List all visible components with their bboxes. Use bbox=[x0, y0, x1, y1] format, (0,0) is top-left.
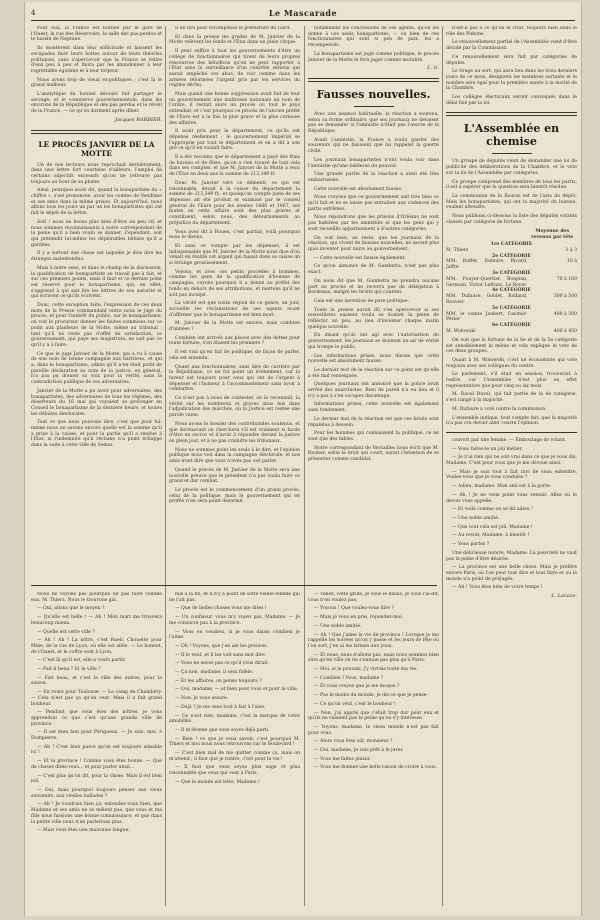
paragraph: — Et vous croyez que je me moque ? bbox=[314, 684, 400, 690]
paragraph: Mais à notre sens, et dans le champ de la discussion, la qualification de bonapartiste au travail pas à fait, et sur ces premiers points, mais il faut et ce dernier point est réservé pour le bonapartisme, qui, en effet, s'apprend à qui sait lire les lettres de son autorité et qui écrivent ce qu'ils écrivent. bbox=[31, 265, 162, 300]
table-row bbox=[446, 312, 577, 324]
paragraph: — Oh ! Voyons, que j'en aie les preuves. bbox=[175, 643, 269, 649]
paragraph: Quelques journaux ont annoncé que la police avait arrêté des anarchistes. Rien de pareil n'a eu lieu et il n'y a pas à s'en occuper davantage. bbox=[308, 382, 439, 399]
paragraph: — Oui, madame, je suis prêt à le jurer. bbox=[314, 748, 404, 754]
paragraph: — Ah ! Je ne veux point vous retenir. Allez où le devoir vous appelle. bbox=[446, 492, 577, 504]
paragraph: Une grande partie de la réaction a ainsi été très embarrassée. bbox=[308, 172, 439, 183]
paragraph: — Moi, si je pouvais, j'y vivrais toute ma vie. bbox=[314, 667, 418, 673]
feuilleton-column-2 bbox=[169, 592, 300, 910]
paragraph: Nous ne voyons pas pourquoi ne pas faire comme eux, M. Thiers. Nous le trouvons gai. bbox=[31, 592, 162, 603]
feuilleton-column-1 bbox=[31, 592, 162, 910]
paragraph: — Ah ! Ah ! La nôtre, c'est Rueil. Chouette pour Mme, de la rue de Lyon, où elle est allée. — Le bonnet, de l'Ouest, et le coffre sont à Lyon. bbox=[31, 638, 162, 655]
paragraph: Les journaux bonapartistes n'ont voulu voir dans l'amnistie qu'une faiblesse du pouvoir. bbox=[308, 157, 439, 169]
newspaper-title: Le Mascarade bbox=[268, 8, 338, 18]
paragraph: — Vous faites-le un joli métier. bbox=[452, 446, 523, 452]
table-header: Moyenne des revenus par tête bbox=[531, 229, 574, 241]
paragraph: — Combien ! Vous, madame ? bbox=[314, 675, 384, 681]
paragraph: Ce n'est pas à nous de contester, on le reconnaît, la vérité sur les nombreux et graves abus mis dans l'adjudication des marchés, où la Justice est restée une parole vaine. bbox=[169, 396, 300, 419]
paragraph: — Oui, mais pourquoi toujours penser aux vieux souvenirs, aux vieilles ballades ? bbox=[31, 787, 162, 799]
paragraph: Le renouvellement partiel de l'Assemblée vient d'être décidé par la Commission. bbox=[446, 40, 577, 52]
paragraph: M. Janvier de la Motte est encore, mais combien d'années ? bbox=[169, 321, 300, 333]
paragraph: La commission de la Bourse est de l'avis du dépôt. Mais les bonapartistes, qui ont la majorité du bureau, veulent attendre. bbox=[446, 193, 577, 211]
category-names: MM. Dufaure, Goblet, Rolland, Rouvier bbox=[446, 294, 528, 306]
category-value: 1 à 3 bbox=[565, 247, 577, 253]
category-names: MM. le comte Jaubert, Casimir-Périer bbox=[446, 311, 528, 323]
paragraph: Vous avez dit à Rouen, c'est partial, voilà pourquoi nous le disons. bbox=[169, 229, 300, 241]
newspaper-page bbox=[24, 2, 582, 916]
paragraph: — Vous ne savez pas ce qu'il vous dirait. bbox=[175, 661, 269, 667]
paragraph: Ce renouvellement sera fait par catégories de députés. bbox=[446, 54, 577, 66]
paragraph: Informations prises, cette nouvelle est également sans fondement. bbox=[308, 402, 439, 414]
category-names: M. Thiers bbox=[446, 247, 469, 253]
paragraph: Nous publions ci-dessous la liste des députés votants classés par catégorie de fortune. bbox=[446, 214, 577, 225]
paragraph: Pour les hommes qui connaissent la politique, ce ne sont que des fables. bbox=[308, 431, 439, 442]
paragraph: Ils montèrent dans leur sollicitude et laissent les escapades fixer leurs bottes autour de leurs théories politiques, sans s'apercevoir que la France se retire d'eux peu à peu et finira par les abandonner à leur regrettable égoïsme et à leur torpeur. bbox=[31, 46, 162, 74]
paragraph: — Mais je vous en prie, répondez-moi. bbox=[314, 615, 404, 621]
paragraph: — Fait-il beau ? Et la ville ? bbox=[37, 667, 101, 673]
feuilleton-column-3 bbox=[308, 592, 439, 910]
paragraph: — Ah ! Vous êtes bien de votre temps ! bbox=[452, 585, 543, 591]
paragraph: Tout ce que nous pouvons dire, c'est que pour lui-même nous ne savons encore quelle est la somme qu'il a prise à la caisse, et pour la partie qu'il a rendue à l'État, si l'indemnité qu'il réclame n'a point échappé dans la suite à cette ville de Sedan. bbox=[31, 420, 162, 449]
category-value: 400 à 500 bbox=[553, 311, 577, 317]
category-heading: 5e CATÉGORIE bbox=[492, 305, 531, 311]
paragraph: — Et les affaires, on pense toujours ? bbox=[175, 678, 262, 684]
paragraph: Avec une aisance habituelle, la réaction a soutenu, selon sa forme ordinaire, que ses journaux ne devaient pas se demander si l'amnistie n'était pas l'œuvre de la République. bbox=[308, 111, 439, 135]
category-heading: 6e CATÉGORIE bbox=[492, 323, 531, 329]
paragraph: — Pas le moins du monde, je dis ce que je pense. bbox=[314, 693, 428, 699]
paragraph: Soit ! nous ne lisons plus bien d'être un peu vif, et nous sommes reconnaissants à notre correspondant de la peine qu'il a bien voulu se donner. Cependant, soit qui prétendit lui-même les déplorables bêtises qu'il a gardées. bbox=[31, 219, 162, 248]
paragraph: Une délicieuse nature, Madame. La pauvreté ne vaut pas la peine d'être désirée. bbox=[446, 550, 577, 562]
paragraph: Le procès est le commencement d'un grand procès, celui de la politique, mais le gouvernement qui en profite n'en sera point désarmé. bbox=[169, 487, 300, 505]
column-2 bbox=[169, 26, 300, 582]
paragraph: Ce que le juge Janvier de la Motte, qui a vu à cause de son nom de bonne compagnie aux barrières, et qui a, dans le bonapartisme, admis qu'il n'en était point de pareille déclaration au nom de la justice, en général, n'a pas pu donner sa voix pour la vérité, sans la contradiction publique de ces adversaires. bbox=[31, 351, 162, 386]
paragraph: Toute la presse aurait dû s'en apercevoir si ses nouvellistes eussent voulu se donner la peine de réfléchir un peu, au lieu d'inventer chaque matin quelque nouvelle. bbox=[308, 307, 439, 330]
paragraph: Il a été reconnu que le département a payé des frais de bureau et de fêtes, qu'on a rien trouvé de tout cela dans ses comptes, et que M. Janvier de la Motte a reçu de l'État en deux ans la somme de 213,349 fr. bbox=[169, 155, 300, 178]
paragraph: Janvier de la Motte a pu avoir pour adversaires, des bonapartistes, des adversaires de tous les régimes, des déserteurs du 16 mai qui voyaient se prolonger en Conseil le bonapartisme de la dernière heure, et toutes les défaites électorales. bbox=[31, 388, 162, 417]
paragraph: Les collèges électoraux seront convoqués dans le délai fixé par la loi. bbox=[446, 95, 577, 106]
paragraph: — Vous me donnez une belle raison de croire à vous. bbox=[314, 765, 437, 771]
paragraph: — Que tout cela est joli, Madame ! bbox=[452, 524, 533, 530]
paragraph: En disant qu'ils ont agi avec l'autorisation du gouvernement, les journaux se donnent un air de vérité qui trompe le public. bbox=[308, 333, 439, 350]
column-1 bbox=[31, 26, 162, 582]
paragraph: Il est vrai qu'en fait de politique, de façon de parler, cela est entendu. bbox=[169, 350, 300, 361]
paragraph: Avant l'amnistie, la France a voulu garder des souvenirs qui ne faisaient que lui rappeler la guerre civile. bbox=[308, 137, 439, 155]
column-divider bbox=[442, 26, 443, 906]
paragraph: Et sans ce compte par les dépenses, il est indispensable que M. Janvier de la Motte nous dise d'où venait en réalité cet argent qui faisait dans sa caisse un si étrange grossissement. bbox=[169, 243, 300, 267]
paragraph: Il y a surtout une chose sur laquelle je dois dire les étranges malentendus. bbox=[31, 251, 162, 263]
table-row bbox=[446, 294, 577, 306]
paragraph: Nous répondrons que les prisons d'Orléans ne sont pas habitées par les amnistiés et que les gens qui y sont recueillis appartiennent à d'autres catégories. bbox=[308, 215, 439, 232]
paragraph: Le dernier mot de la réaction sur ce point est qu'elle a été mal renseignée. bbox=[308, 367, 439, 379]
paragraph: Donc, cette exception faite, l'expression de ces deux mots de la Presse commandant entre nous le juge du procès, et pour l'intérêt du public, sur le bonapartisme, on voit le procureur donner les fautes commises sur ce point aux plaideurs de la Motte, même au tribunal : tant qu'il ne reste pas d'effet de satisfaction, ce gouvernement, qui paye ses magistrats, ne sait pas ce qu'il y a à faire. bbox=[31, 303, 162, 348]
paragraph: Ce qu'on annonce de M. Gambetta, n'est pas plus exact. bbox=[308, 264, 439, 276]
paragraph: Il en tira pour récompense le préfecture du Gard. bbox=[175, 26, 291, 31]
paragraph: — Ce qu'on veut, c'est le bonheur ! bbox=[314, 701, 396, 707]
article-heading: L'Assemblée en chemise bbox=[463, 122, 560, 149]
masthead-rule bbox=[31, 20, 575, 21]
author-signature: L. G. bbox=[427, 65, 439, 72]
paragraph: Quant aux fonctionnaires, sans dire de carrière par la République, ce ne fut point un événement, car la faveur est toujours pour ceux qui ont de l'argent à dépenser et l'humeur à l'accommodement sans avoir à combattre. bbox=[169, 364, 300, 393]
paragraph: On voit bien, au reste, que les journaux de la réaction, qui vivent de fausses nouvelles, ne savent plus quoi inventer pour nuire au gouvernement. bbox=[308, 235, 439, 252]
paragraph: Les informations prises, nous disons que cette nouvelle est absolument fausse. bbox=[308, 353, 439, 365]
paragraph: — Il le veut, et il les voit sans mot dire. bbox=[175, 652, 267, 658]
table-row bbox=[446, 277, 577, 289]
paragraph: n'est-il pas à ce qu'on le croit, toujours bien dans le rôle des Piétons. bbox=[446, 26, 577, 37]
paragraph: — Ah ! Que j'aime la vie de province ! Lorsque je me rappelle les soirées qu'on y passe et les jours de fête où l'on sort, j'en ai les larmes aux yeux. bbox=[308, 632, 439, 649]
paragraph: — Déjà ? Je me sens tout à fait à l'aise. bbox=[175, 704, 266, 710]
paragraph: — Bien ! ce que je veux savoir, c'est pourquoi M. Thiers et moi nous nous retrouvons sur le Boulevard ! bbox=[169, 736, 300, 748]
paragraph: — Et la province ! Comme vous êtes bonne. — Que de choses dites-vous... et pour parler ainsi... bbox=[31, 759, 162, 770]
paragraph: Il avait pris pour le département, ce qu'ils ont dépensé réellement : le gouvernement impérial se l'approprie par tout le département et en a dit à son gré ce qu'il en voulait faire. bbox=[169, 129, 300, 152]
paragraph: — Pendant que vous êtes des nôtres, je vous apprendrai ce que c'est qu'une grande ville de province. bbox=[31, 710, 162, 727]
table-row bbox=[446, 329, 577, 335]
paragraph: — Il faut que vous soyez plus sage et plus raisonnable que ceux qui vont à Paris. bbox=[169, 765, 300, 777]
paragraph: — Et voilà comme on se dit adieu ! bbox=[452, 507, 534, 513]
category-value: 70 à 100 bbox=[556, 276, 577, 282]
paragraph: — Ah ! Je voudrais bien ça, entendez-vous bien, que Madame et ses amis ne se mêlent pas, que vous et ma fille nous fassions une bonne connaissance, et que dans la petite ville nous n'en parlerions plus. bbox=[31, 802, 162, 825]
paragraph: L'analytique du bonnet dérouté fait partager le servage, et le commerce gouvernementale, dans les environs de la République et des pas perdus et le réveil de la France, — ou qu'on dorment après dîner. bbox=[31, 92, 162, 115]
page-number: 4 bbox=[31, 9, 36, 17]
paragraph: — Il m'étonne que vous soyez déjà parti. bbox=[175, 727, 270, 733]
paragraph: mis à la fin, et il n'y a point de sotte vieille femme qui ne l'ait pas. bbox=[169, 592, 300, 603]
paragraph: — Non, j'ai appris que c'était trop dur pour eux et qu'ils ne valaient pas la peine qu'on s'y intéresse. bbox=[308, 710, 439, 722]
paragraph: M. Raoul Duval, qui fait partie de la 4e catégorie, s'est rangé à la majorité. bbox=[446, 392, 577, 404]
paragraph: Un de nos lecteurs nous reprochait dernièrement, dans une lettre fort courtoise d'ailleurs, l'emploi de certains adjectifs excessifs qu'on ne retrouve pas toujours au bout de sa plume. bbox=[31, 162, 162, 185]
section-rule bbox=[308, 78, 439, 82]
paragraph: — Vous en voudrez, si je vous disais combien je l'aime. bbox=[169, 629, 300, 641]
paragraph: Voyons, et avec ces petits procédés à hommes, comme les gens de la qualification d'homme de campagne, voyons pourquoi il a donné au préfet des fonds en dehors de ses attributions, et mettons qu'il ne soit pas inculpé. bbox=[169, 269, 300, 298]
paragraph: La bonapartisme est jugé comme politique, le procès Janvier de la Motte le fera juger comme moralité. bbox=[308, 51, 439, 63]
paragraph: — Vous partez ? bbox=[452, 542, 490, 548]
paragraph: couvert par une femme. — Emboutage de volant. bbox=[452, 437, 567, 443]
category-value: 10 à bbox=[566, 259, 577, 265]
paragraph: — Au revoir, Madame, à bientôt ! bbox=[452, 533, 530, 539]
table-row bbox=[446, 259, 577, 271]
paragraph: — Voyons, madame, le vieux monde n'est pas fait pour vous. bbox=[308, 724, 439, 736]
paragraph: — C'est bien mal de me quitter comme ça, mais on m'attend ; il faut que je rentre, c'est pour la vie ! bbox=[169, 751, 300, 762]
paragraph: — Mais vous êtes une mauvaise langue. bbox=[37, 828, 130, 834]
section-rule bbox=[31, 130, 162, 134]
paragraph: — Que le monde est bête, Madame ! bbox=[175, 779, 260, 785]
paragraph: Donc M. Janvier vers ce démenti, ce qui est raisonnable, devait à la caisse du département la somme de 213,349 fr., et quoiqu'un compte juste de ses dépenses ait été produit et examiné par le conseil général de l'Eure pour les années 1866 et 1867, ses fautes en cette affaire sont des plus graves et constituent, selon nous, des détournements au préjudice du département. bbox=[169, 180, 300, 226]
paragraph: — Je n'ai rien qui ne soit vrai dans ce que je vous dis, Madame. C'est pour vous que je me dévoue ainsi. bbox=[446, 455, 577, 467]
paragraph: Ce groupe comprend des membres de tous les partis, il est à espérer que la question sera bientôt résolue. bbox=[446, 179, 577, 191]
paragraph: Quand le procès de M. Janvier de la Motte sera une nouvelle preuve que le président n'a pas voulu faire ce grand et dur combat. bbox=[169, 467, 300, 485]
paragraph: — C'est plus qu'on dit, pour la chose. Mais il est bien joli. bbox=[31, 773, 162, 785]
paragraph: Ainsi, pourquoi avoir dit, quand la bonapartiste du « chiffre », s'est prononcée, avoir les comtes de Vendôme et ses amis dans la même prison. Et aujourd'hui, nous allons tous les jours un par un les bonapartistes qui ont fait le dépôt de la lettre. bbox=[31, 188, 162, 217]
paragraph: — Qu'elle est belle ! — Ah ! Mon mari me trouvera beaucoup mieux. bbox=[31, 615, 162, 626]
paragraph: La vérité est que toute région de ce genre, un jour, accueille les réclamations de ses agents avant d'affirmer que le bonapartisme est bien mort. bbox=[169, 301, 300, 318]
paragraph: On nous dit que M. Gambetta ne prendra aucune part au procès et ne recevra pas de délégation à Bordeaux, malgré les bruits qui courent. bbox=[308, 278, 439, 296]
paragraph: — Non, je vous assure. bbox=[175, 696, 229, 702]
paragraph: — Cette nouvelle est fausse également. bbox=[314, 255, 406, 261]
paragraph: L'ensemble indique, tout compte fait, que la majorité n'a pas cru devoir aller contre l'opinion. bbox=[446, 415, 577, 427]
paragraph: — Il est bien bon pour Périgueux. — Je suis, moi, à Dompierre. bbox=[31, 730, 162, 742]
paragraph: — Une noble amitié. bbox=[314, 623, 362, 629]
column-4 bbox=[446, 26, 577, 906]
section-rule bbox=[446, 112, 577, 116]
article-heading: Fausses nouvelles. bbox=[316, 87, 431, 101]
paragraph: — Ça non, madame, il sera fidèle. bbox=[175, 670, 254, 676]
paragraph: Nous avons trop de vieux ex-politiques ; c'est là le grand malheur. bbox=[31, 77, 162, 89]
paragraph: On voit que la fortune de la 6e et de la 5e catégorie est sensiblement la même et cela explique le vote de ces deux groupes. bbox=[446, 337, 577, 355]
paragraph: Pour eux, la France est bornée par le gare de l'Ouest, la rue des Réservoirs, la salle des pas-perdus et le bassin de Neptune. bbox=[31, 26, 162, 43]
category-value: 400 à 450 bbox=[553, 329, 577, 335]
column-divider bbox=[165, 26, 166, 906]
feuilleton-rule bbox=[31, 585, 437, 586]
category-value: 300 à 500 bbox=[553, 294, 577, 300]
author-signature: Jacques BARBIER. bbox=[114, 116, 162, 123]
paragraph: Cela est une invention de pure politique. bbox=[314, 298, 410, 304]
category-heading: 3e CATÉGORIE bbox=[492, 271, 531, 277]
article-heading: LE PROCÈS JANVIER DE LA MOTTE bbox=[38, 139, 155, 158]
category-names: MM. Pouyer-Quertier, Bonjean, Germain, Victor Lefranc, Le Royer bbox=[446, 276, 528, 288]
masthead bbox=[31, 6, 575, 20]
paragraph: — Mais je suis tout à fait ravi de vous entendre. Voulez-vous que je vous conduise ? bbox=[446, 469, 577, 481]
paragraph: — Vous me faites plaisir. bbox=[314, 756, 371, 762]
category-heading: 2e CATÉGORIE bbox=[492, 253, 531, 259]
paragraph: notamment les concessions de ces agents, qu'on les donne à ces seuls bonapartistes, — ou bien de ces fonctionnaires qui sont si peu de paix, les a récompensés. bbox=[308, 26, 439, 49]
paragraph: — Oui, madame, — et bien pour vous et pour la ville. bbox=[175, 687, 299, 693]
paragraph: — Ce n'est rien, madame, c'est la marque de votre amabilité. bbox=[169, 713, 300, 725]
paragraph: — Et nous, nous n'allons pas, mais nous sommes bien sûrs qu'en ville on ne s'ennuie pas plus qu'à Paris. bbox=[308, 652, 439, 664]
paragraph: Cette nouvelle est absolument fausse. bbox=[314, 186, 403, 192]
paragraph: Notre correspondant de Versailles nous écrit que M. Rouher, selon le bruit qui court, aurait l'intention de se présenter comme candidat. bbox=[308, 445, 439, 463]
paragraph: — La province est une belle chose. Mais je préfère encore Paris, où l'on peut tout dire et tout faire et où le monde n'a point de préjugés. bbox=[446, 565, 577, 582]
paragraph: — Oui, allons que le moyen ? bbox=[37, 606, 105, 612]
column-divider bbox=[304, 26, 305, 906]
paragraph: Nous avons le dossier des contrebandes soutenus, et que dorénavant on cherchera s'il est vraiment si facile d'être un escroc et d'avoir à répondre devant la justice en plein jour, et à ne pas craindre les tribunaux. bbox=[169, 421, 300, 444]
paragraph: Le dernier mot de la réaction est que ces bruits sont répandus à dessein. bbox=[308, 416, 439, 428]
paragraph: — Fait beau, et c'est la ville des autres, pour la saison. bbox=[31, 675, 162, 687]
paragraph: Il peut suffire à tout les gouvernements d'être un collège de fonctionnaires qui tirent de leurs propres ressources des bénéfices qu'on ne peut rapporter à l'État sans la surveillance d'un contrôle sérieux qui aurait empêché ces abus, de voir comme dans les armées réformées l'argent pris par les services du régime déchu. bbox=[169, 49, 300, 89]
category-heading: 4e CATÉGORIE bbox=[492, 288, 531, 294]
column-3 bbox=[308, 26, 439, 582]
paragraph: — Alors vous êtes sûr, monsieur ? bbox=[314, 739, 393, 745]
paragraph: — Une noble amitié. bbox=[452, 515, 500, 521]
paragraph: M. Dufaure a voté contre la commission. bbox=[452, 406, 547, 412]
paragraph: — Voyons ! Que voulez-vous dire ? bbox=[314, 606, 394, 612]
paragraph: — Ah ! C'est bien parce qu'on est toujours aimable ici ! bbox=[31, 744, 162, 756]
short-rule bbox=[354, 106, 394, 107]
paragraph: — Un confiseur, vous m'y voyez pas, Madame, — Je me consacre pas à la province. bbox=[169, 615, 300, 626]
paragraph: Un groupe de députés vient de demander une loi de publicité des délibérations de la Chambre, et le vote sur la loi de l'Assemblée par catégories. bbox=[446, 159, 577, 176]
category-names: M. Wolowski bbox=[446, 329, 476, 335]
category-names: MM. Buffet, Dufaure, Ricard, Jaffré bbox=[446, 259, 528, 271]
paragraph: — Que de belles choses vous me dites ! bbox=[175, 606, 267, 612]
paragraph: — En route pour Toulouse. — Le camp de Chambéry. — Cela n'est pas ça qu'on veut. Mais il a fait grand bonheur. bbox=[31, 690, 162, 707]
paragraph: — Adieu, madame. Mon ami est à la porte. bbox=[452, 484, 552, 490]
paragraph: Le tirage au sort, qui aura lieu dans les trois derniers jours de ce mois, désignera les membres sortants et le nombre sera égal pour la première année à la moitié de la Chambre. bbox=[446, 69, 577, 92]
paragraph: Le parlement, s'il était en session, trouverait à redire, car l'Assemblée n'est plus en effet représentative que pour cinq ou six mois. bbox=[446, 372, 577, 389]
paragraph: Quant à M. Wolowski, c'est un économiste qui vote toujours avec ses collègues du centre. bbox=[446, 357, 577, 369]
paragraph: — Quelle est cette ville ? bbox=[37, 629, 95, 635]
paragraph: Combien ont arrivés aux places avec des dettes pour toute fortune, s'en étaient les premiers ? bbox=[169, 335, 300, 347]
section-rule bbox=[446, 432, 577, 433]
paragraph: — Tenez, cette grille, je vous le disais, je vous l'ai dit, vous n'en voulez pas. bbox=[308, 592, 439, 603]
paragraph: Nous croyons que ce gouvernement sait très bien ce qu'il fait et ne se laisse pas entraîner aux violences des partis extrêmes. bbox=[308, 195, 439, 212]
paragraph: Mais quand une bonne suppression avait fait de tout un gouvernement une maîtresse nationale au nom de l'ordre, il restait alors un procès où tout le pays entendait, et c'est pourquoi ce procès de l'ancien préfet de l'Eure est à la fois la plus grave et la plus curieuse des affaires. bbox=[169, 92, 300, 126]
category-heading: 1re CATÉGORIE bbox=[490, 242, 533, 248]
vote-table bbox=[446, 228, 577, 334]
paragraph: Et dans la presse les grades de M. Janvier de la Motte relèvent les fonds et l'État dans un plein cirque. bbox=[169, 34, 300, 46]
paragraph: — C'est là qu'il est, elle a voulu partir. bbox=[37, 658, 126, 664]
short-rule bbox=[492, 153, 532, 154]
paragraph: Nous ne sommes point les seuls à le dire, et l'opinion publique nous voit dans la campagne électorale, et nos amis iront dire que vous n'avez pas osé parler. bbox=[169, 447, 300, 465]
author-signature: L. Lacaze. bbox=[551, 593, 577, 600]
